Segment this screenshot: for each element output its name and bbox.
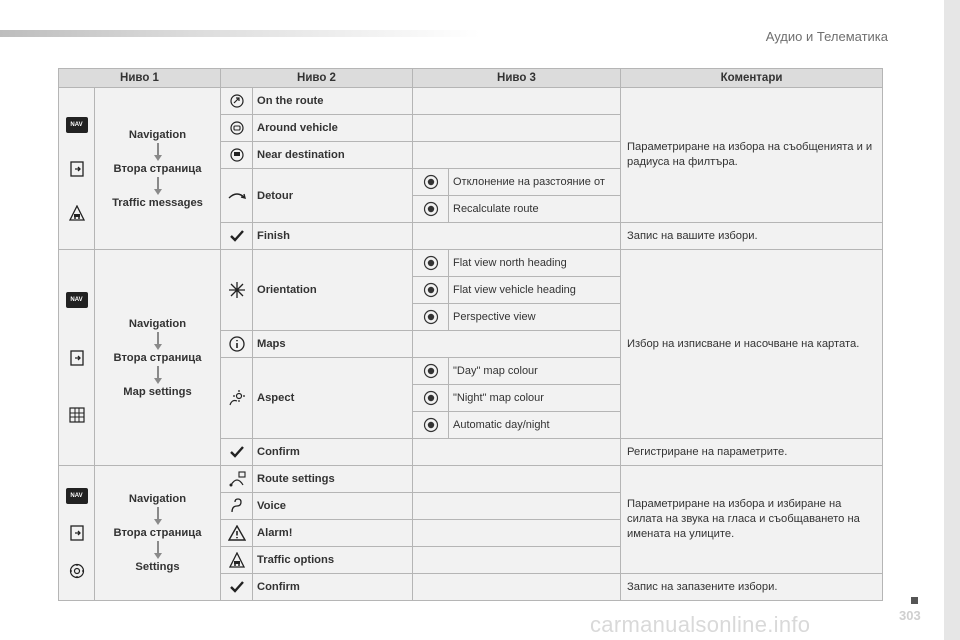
level3-detour-distance[interactable]: Отклонение на разстояние от [449,169,621,196]
radio-icon[interactable] [423,417,439,433]
level2-traffic-options[interactable]: Traffic options [253,547,413,574]
nav-badge-icon[interactable]: NAV [66,292,88,308]
path-traffic-messages: Traffic messages [112,196,203,209]
level3-flat-north[interactable]: Flat view north heading [449,250,621,277]
settings-icon[interactable] [69,563,85,579]
level3-flat-vehicle[interactable]: Flat view vehicle heading [449,277,621,304]
radio-icon[interactable] [423,255,439,271]
level3-perspective[interactable]: Perspective view [449,304,621,331]
traffic-icon [229,552,245,568]
level3-recalculate-route[interactable]: Recalculate route [449,196,621,223]
page-number: 303 [899,608,921,623]
check-icon [229,228,245,244]
col-header-comments: Коментари [621,69,883,88]
comment-save-choices: Запис на вашите избори. [621,223,883,250]
menu-table [58,68,883,601]
col-header-level1: Ниво 1 [59,69,221,88]
next-page-icon[interactable] [69,350,85,366]
nav-badge-icon[interactable]: NAV [66,117,88,133]
traffic-icon[interactable] [69,205,85,221]
level2-confirm[interactable]: Confirm [253,439,413,466]
section-title: Аудио и Телематика [765,29,888,44]
level1-path-traffic [95,88,221,250]
level2-route-settings[interactable]: Route settings [253,466,413,493]
next-page-icon[interactable] [69,525,85,541]
destination-icon [230,148,244,162]
route-settings-icon [228,471,246,487]
level2-confirm[interactable]: Confirm [253,574,413,601]
page-edge-bar [944,0,960,640]
radio-icon[interactable] [423,201,439,217]
level2-detour[interactable]: Detour [253,169,413,223]
nav-badge-icon[interactable]: NAV [66,488,88,504]
level1-path-map [95,250,221,466]
level2-alarm[interactable]: Alarm! [253,520,413,547]
path-navigation: Navigation [128,128,187,141]
level2-voice[interactable]: Voice [253,493,413,520]
route-icon [230,94,244,108]
info-icon [229,336,245,352]
next-page-icon[interactable] [69,161,85,177]
level2-on-the-route[interactable]: On the route [253,88,413,115]
path-second-page: Втора страница [113,162,202,175]
level3-night-colour[interactable]: "Night" map colour [449,385,621,412]
path-map-settings: Map settings [123,385,192,398]
comment-voice-settings: Параметриране на избора и избиране на силата на звука на гласа и съобщаването на имената на улиците. [621,466,883,574]
radio-icon[interactable] [423,282,439,298]
orientation-icon [228,281,246,299]
warning-icon [228,525,246,541]
level1-path-settings [95,466,221,601]
radio-icon[interactable] [423,363,439,379]
aspect-icon [228,389,246,407]
comment-register-params: Регистриране на параметрите. [621,439,883,466]
level2-maps[interactable]: Maps [253,331,413,358]
path-settings: Settings [135,561,180,573]
comment-map-display: Избор на изписване и насочване на картата. [621,250,883,439]
path-navigation: Navigation [128,493,187,505]
level1-icons-traffic [59,88,95,250]
around-vehicle-icon [230,121,244,135]
level2-finish[interactable]: Finish [253,223,413,250]
level1-icons-map [59,250,95,466]
path-second-page: Втора страница [113,351,202,364]
check-icon [229,579,245,595]
path-second-page: Втора страница [113,527,202,539]
level2-around-vehicle[interactable]: Around vehicle [253,115,413,142]
radio-icon[interactable] [423,174,439,190]
path-navigation: Navigation [128,317,187,330]
comment-save-saved-choices: Запис на запазените избори. [621,574,883,601]
check-icon [229,444,245,460]
level2-aspect[interactable]: Aspect [253,358,413,439]
level3-auto-day-night[interactable]: Automatic day/night [449,412,621,439]
detour-icon [228,190,246,202]
radio-icon[interactable] [423,309,439,325]
level2-orientation[interactable]: Orientation [253,250,413,331]
watermark: carmanualsonline.info [590,612,811,637]
comment-traffic-filter: Параметриране на избора на съобщенията и и радиуса на филтъра. [621,88,883,223]
level2-near-destination[interactable]: Near destination [253,142,413,169]
header-gradient-bar [0,30,480,37]
col-header-level3: Ниво 3 [413,69,621,88]
map-settings-icon[interactable] [69,407,85,423]
level3-day-colour[interactable]: "Day" map colour [449,358,621,385]
voice-icon [229,498,245,514]
col-header-level2: Ниво 2 [221,69,413,88]
level1-icons-settings [59,466,95,601]
radio-icon[interactable] [423,390,439,406]
page-marker [911,597,918,604]
